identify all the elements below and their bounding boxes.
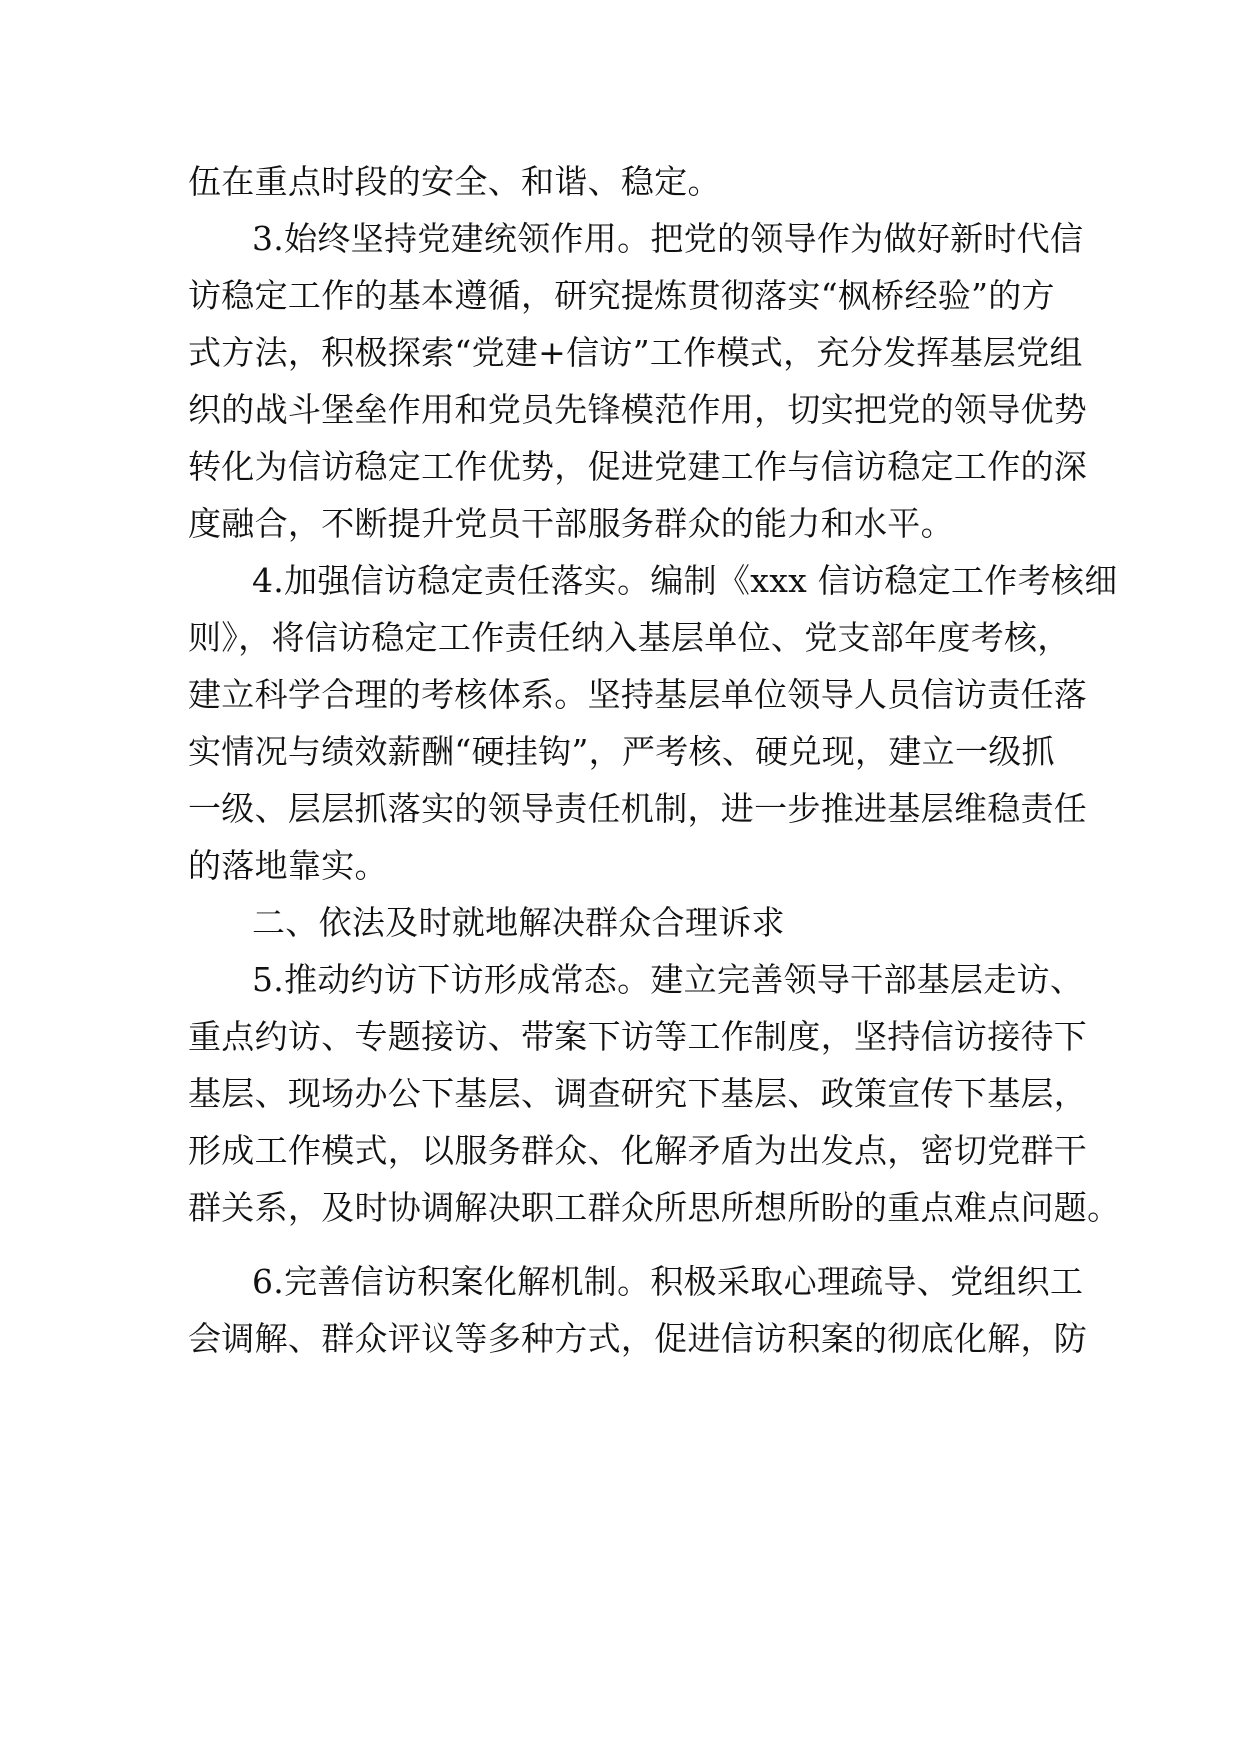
paragraph-5-line-5: 群关系，及时协调解决职工群众所思所想所盼的重点难点问题。 (188, 1188, 1121, 1227)
paragraph-4-line-1: 4.加强信访稳定责任落实。编制《xxx 信访稳定工作考核细 (252, 561, 1118, 600)
paragraph-3-line-6: 度融合，不断提升党员干部服务群众的能力和水平。 (188, 504, 954, 543)
paragraph-4-line-3: 建立科学合理的考核体系。坚持基层单位领导人员信访责任落 (188, 675, 1088, 714)
paragraph-5-line-3: 基层、现场办公下基层、调查研究下基层、政策宣传下基层， (188, 1074, 1088, 1113)
paragraph-5-line-1: 5.推动约访下访形成常态。建立完善领导干部基层走访、 (252, 960, 1084, 999)
text-line-1: 伍在重点时段的安全、和谐、稳定。 (188, 162, 721, 201)
paragraph-3-line-3: 式方法，积极探索“党建+信访”工作模式，充分发挥基层党组 (188, 333, 1083, 372)
paragraph-4-line-4: 实情况与绩效薪酬“硬挂钩”，严考核、硬兑现，建立一级抓 (188, 732, 1055, 771)
paragraph-4-line-5: 一级、层层抓落实的领导责任机制，进一步推进基层维稳责任 (188, 789, 1088, 828)
paragraph-4-line-2: 则》，将信访稳定工作责任纳入基层单位、党支部年度考核， (188, 618, 1071, 657)
paragraph-4-line-6: 的落地靠实。 (188, 846, 388, 885)
paragraph-5-line-4: 形成工作模式，以服务群众、化解矛盾为出发点，密切党群干 (188, 1131, 1088, 1170)
paragraph-3-line-2: 访稳定工作的基本遵循，研究提炼贯彻落实“枫桥经验”的方 (188, 276, 1055, 315)
paragraph-3-line-1: 3.始终坚持党建统领作用。把党的领导作为做好新时代信 (252, 219, 1084, 258)
paragraph-3-line-5: 转化为信访稳定工作优势，促进党建工作与信访稳定工作的深 (188, 447, 1088, 486)
paragraph-6-line-2: 会调解、群众评议等多种方式，促进信访积案的彻底化解，防 (188, 1319, 1088, 1358)
paragraph-3-line-4: 织的战斗堡垒作用和党员先锋模范作用，切实把党的领导优势 (188, 390, 1088, 429)
paragraph-5-line-2: 重点约访、专题接访、带案下访等工作制度，坚持信访接待下 (188, 1017, 1088, 1056)
paragraph-6-line-1: 6.完善信访积案化解机制。积极采取心理疏导、党组织工 (252, 1262, 1084, 1301)
section-heading: 二、依法及时就地解决群众合理诉求 (252, 903, 785, 942)
